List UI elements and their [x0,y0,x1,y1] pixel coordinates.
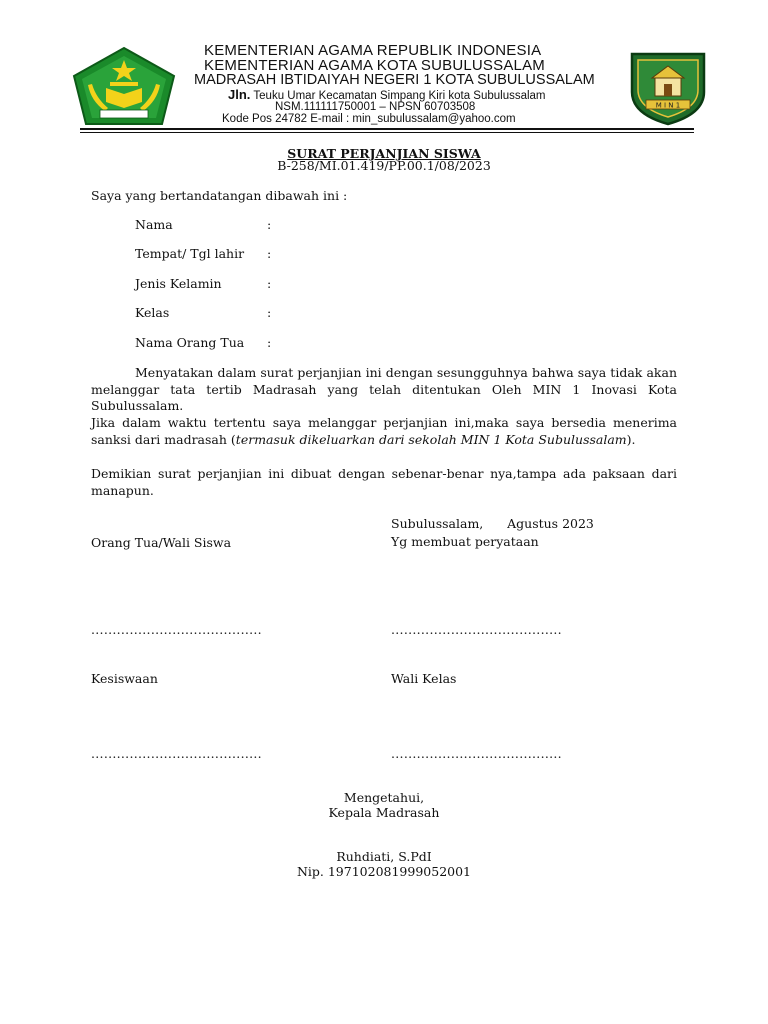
header-rule-thick [80,128,694,130]
field-sep-ttl: : [267,246,272,261]
place-date: Subulussalam, Agustus 2023 [391,516,594,531]
parent-signature-label: Orang Tua/Wali Siswa [91,535,232,550]
field-label-parent: Nama Orang Tua [135,335,245,350]
wali-kelas-label: Wali Kelas [391,671,457,686]
header-address [228,87,546,102]
school-logo [628,48,708,126]
sanction-paragraph [91,415,677,448]
sanction-text: Jika dalam waktu tertentu saya melanggar perjanjian ini,maka saya bersedia menerima sanksi dari madrasah ( [91,415,677,447]
header-nsm: NSM.111111750001 – NPSN 60703508 [275,101,476,113]
closing-paragraph: Demikian surat perjanjian ini dibuat dengan sebenar-benar nya,tampa ada paksaan dari manapun. [91,466,677,498]
wali-kelas-signature-line: ........................................ [391,746,562,761]
head-name: Ruhdiati, S.PdI [336,849,432,864]
field-label-gender: Jenis Kelamin [135,276,222,291]
address-text: Teuku Umar Kecamatan Simpang Kiri kota Subulussalam [253,90,546,102]
letter-number: B-258/MI.01.419/PP.00.1/08/2023 [277,158,491,173]
acknowledged-label: Mengetahui, [343,790,425,805]
head-title: Kepala Madrasah [328,805,440,820]
maker-signature-line: ........................................ [391,622,562,637]
svg-text:M I N 1: M I N 1 [655,101,681,110]
header-ministry-city: KEMENTERIAN AGAMA KOTA SUBULUSSALAM [204,57,545,74]
kesiswaan-label: Kesiswaan [91,671,158,686]
field-label-kelas: Kelas [135,305,170,320]
field-sep-nama: : [267,217,272,232]
header-rule-thin [80,132,694,133]
header-contact: Kode Pos 24782 E-mail : min_subulussalam@yahoo.com [222,113,516,125]
kemenag-logo [70,46,178,126]
address-prefix: Jln. [228,87,251,102]
head-nip: Nip. 197102081999052001 [296,864,472,879]
field-sep-kelas: : [267,305,272,320]
maker-signature-label: Yg membuat peryataan [391,534,539,549]
header-ministry-national: KEMENTERIAN AGAMA REPUBLIK INDONESIA [204,42,542,59]
field-label-ttl: Tempat/ Tgl lahir [135,246,245,261]
kesiswaan-signature-line: ........................................ [91,746,262,761]
header-school-name: MADRASAH IBTIDAIYAH NEGERI 1 KOTA SUBULUSSALAM [194,72,595,88]
letter-title: SURAT PERJANJIAN SISWA [287,146,481,161]
field-sep-gender: : [267,276,272,291]
parent-signature-line: ........................................ [91,622,262,637]
sanction-close: ). [626,431,636,447]
field-sep-parent: : [267,335,272,350]
statement-paragraph: Menyatakan dalam surat perjanjian ini dengan sesungguhnya bahwa saya tidak akan melanggar tata tertib Madrasah yang telah ditentukan Oleh MIN 1 Inovasi Kota Subulussalam. [91,365,677,413]
intro-text: Saya yang bertandatangan dibawah ini : [91,188,348,203]
field-label-nama: Nama [135,217,173,232]
sanction-italic: termasuk dikeluarkan dari sekolah MIN 1 Kota Subulussalam [235,431,627,447]
